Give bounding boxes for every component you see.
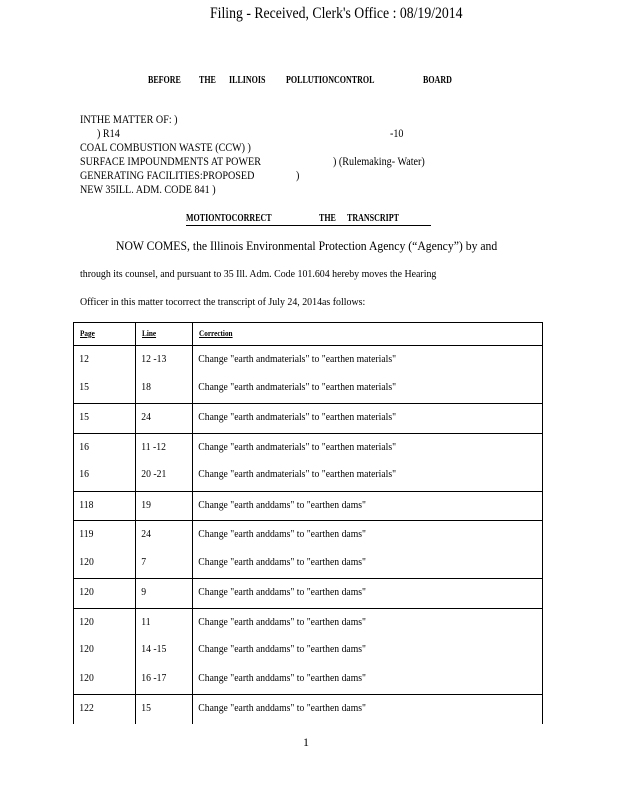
motion-title-underline — [186, 225, 431, 226]
cell-correction: Change "earth andmaterials" to "earthen materials" — [198, 380, 397, 393]
table-row — [74, 462, 543, 491]
cell-correction: Change "earth anddams" to "earthen dams" — [198, 615, 366, 628]
cell-page: 15 — [79, 380, 89, 393]
cell-page: 122 — [79, 702, 94, 714]
cell-line: 14 -15 — [141, 643, 167, 655]
cell-line: 12 -13 — [141, 353, 167, 365]
table-header-row — [74, 323, 543, 346]
table-row — [74, 491, 543, 521]
filing-stamp: Filing - Received, Clerk's Office : 08/19/2014 — [210, 5, 463, 22]
heading-board-name: POLLUTIONCONTROL — [286, 75, 375, 86]
table-row — [74, 579, 543, 609]
table-row — [74, 521, 543, 550]
body-line-3: Officer in this matter tocorrect the transcript of July 24, 2014as follows: — [80, 296, 366, 308]
cell-correction: Change "earth anddams" to "earthen dams" — [198, 498, 366, 511]
cell-page: 119 — [79, 528, 94, 540]
caption-line-5-right: ) — [296, 170, 300, 182]
table-row — [74, 375, 543, 404]
cell-line: 16 -17 — [141, 671, 167, 684]
table-row — [74, 695, 543, 724]
cell-page: 15 — [79, 411, 89, 423]
cell-line: 19 — [141, 498, 151, 511]
caption-line-6: NEW 35ILL. ADM. CODE 841 ) — [80, 184, 216, 196]
caption-line-1: INTHE MATTER OF: ) — [80, 114, 178, 126]
cell-page: 120 — [79, 555, 94, 568]
caption-line-3: COAL COMBUSTION WASTE (CCW) ) — [80, 142, 251, 154]
cell-correction: Change "earth andmaterials" to "earthen materials" — [198, 468, 397, 480]
table-row — [74, 346, 543, 375]
cell-page: 16 — [79, 468, 89, 480]
caption-line-4-left: SURFACE IMPOUNDMENTS AT POWER — [80, 156, 261, 168]
header-correction: Correction — [199, 328, 233, 338]
caption-line-4-right: ) (Rulemaking- Water) — [333, 156, 425, 168]
cell-page: 120 — [79, 671, 94, 684]
heading-board: BOARD — [423, 75, 452, 86]
cell-line: 11 — [141, 615, 151, 628]
cell-page: 12 — [79, 353, 89, 365]
cell-correction: Change "earth anddams" to "earthen dams" — [198, 671, 366, 684]
cell-line: 24 — [141, 528, 151, 540]
cell-correction: Change "earth anddams" to "earthen dams" — [198, 555, 366, 568]
table-row — [74, 608, 543, 637]
cell-page: 120 — [79, 643, 94, 655]
corrections-table — [73, 322, 543, 724]
cell-line: 24 — [141, 411, 151, 423]
header-line: Line — [142, 328, 157, 338]
cell-correction: Change "earth anddams" to "earthen dams" — [198, 528, 366, 540]
cell-line: 11 -12 — [141, 440, 166, 453]
motion-title-part-3: TRANSCRIPT — [347, 213, 400, 224]
heading-illinois: ILLINOIS — [229, 75, 266, 86]
cell-correction: Change "earth andmaterials" to "earthen materials" — [198, 411, 397, 423]
caption-line-5-left: GENERATING FACILITIES:PROPOSED — [80, 170, 255, 182]
cell-correction: Change "earth anddams" to "earthen dams" — [198, 586, 366, 598]
table-row — [74, 550, 543, 579]
cell-page: 16 — [79, 440, 89, 453]
cell-line: 7 — [141, 555, 147, 568]
cell-correction: Change "earth andmaterials" to "earthen materials" — [198, 353, 397, 365]
caption-line-2-left: ) R14 — [97, 128, 120, 140]
cell-page: 120 — [79, 615, 94, 628]
cell-line: 20 -21 — [141, 468, 167, 480]
header-page: Page — [80, 328, 95, 338]
heading-before: BEFORE — [148, 75, 181, 86]
cell-correction: Change "earth andmaterials" to "earthen materials" — [198, 440, 397, 453]
table-row — [74, 404, 543, 434]
cell-correction: Change "earth anddams" to "earthen dams" — [198, 702, 366, 714]
table-row — [74, 433, 543, 462]
body-line-1: NOW COMES, the Illinois Environmental Protection Agency (“Agency”) by and — [116, 238, 498, 253]
cell-correction: Change "earth anddams" to "earthen dams" — [198, 643, 366, 655]
motion-title-part-2: THE — [319, 213, 336, 224]
page-number: 1 — [303, 735, 309, 749]
cell-line: 9 — [141, 586, 147, 598]
body-line-2: through its counsel, and pursuant to 35 Ill. Adm. Code 101.604 hereby moves the Hearing — [80, 268, 437, 280]
table-row — [74, 666, 543, 695]
caption-line-2-right: -10 — [390, 128, 404, 140]
cell-line: 15 — [141, 702, 151, 714]
motion-title-part-1: MOTIONTOCORRECT — [186, 213, 272, 224]
cell-page: 118 — [79, 498, 94, 511]
heading-the: THE — [199, 75, 216, 86]
table-row — [74, 637, 543, 666]
cell-line: 18 — [141, 380, 151, 393]
cell-page: 120 — [79, 586, 94, 598]
